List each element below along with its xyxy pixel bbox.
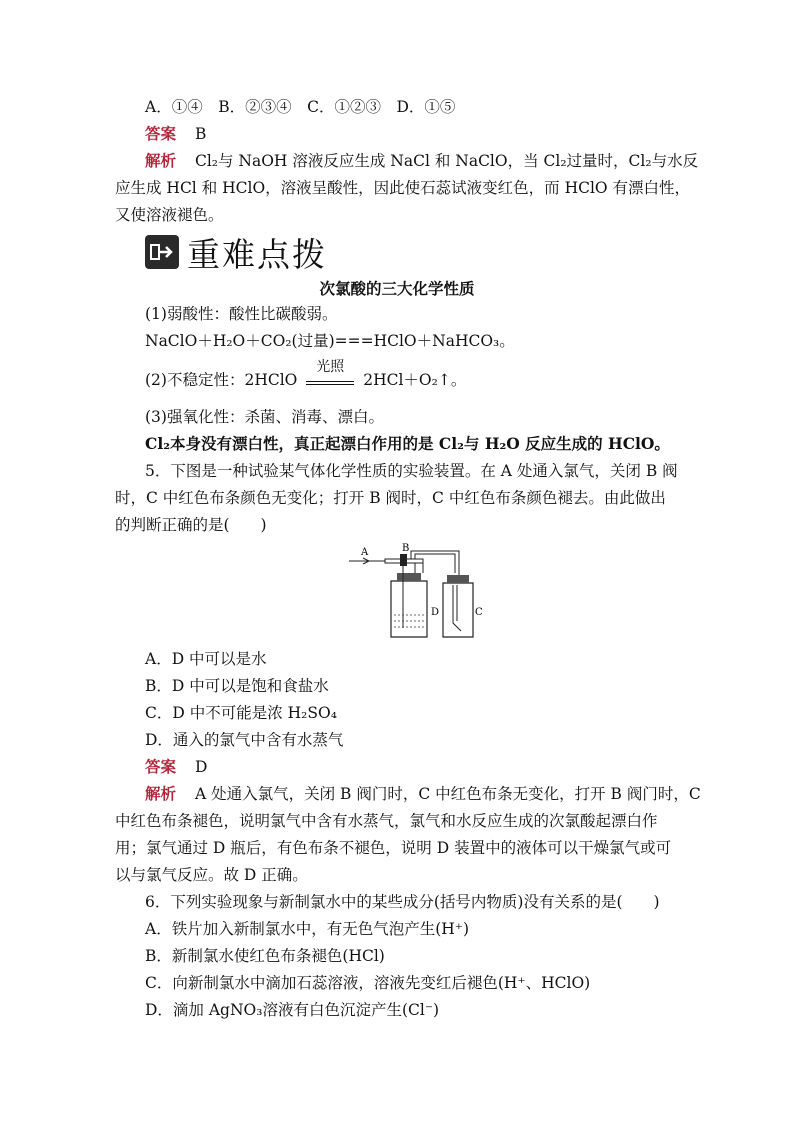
q5-stem: 5．下图是一种试验某气体化学性质的实验装置。在 A 处通入氯气，关闭 B 阀 [145, 462, 678, 480]
reaction-condition [306, 359, 354, 385]
q5-analysis-line: 中红色布条褪色，说明氯气中含有水蒸气，氯气和水反应生成的次氯酸起漂白作 [115, 812, 658, 830]
answer-value: B [194, 125, 207, 143]
q6-stem: 6．下列实验现象与新制氯水中的某些成分(括号内物质)没有关系的是( ) [145, 893, 660, 911]
bottle-d [391, 581, 427, 637]
bottle-c [443, 583, 473, 637]
q6-option-b: B．新制氯水使红色布条褪色(HCl) [145, 947, 385, 965]
analysis-label: 解析 [145, 151, 177, 170]
q5-answer [145, 757, 207, 777]
answer-value: D [194, 758, 208, 776]
q5-analysis-line: 用；氯气通过 D 瓶后，有色布条不褪色，说明 D 装置中的液体可以干燥氯气或可 [115, 839, 672, 857]
label-b: B [402, 543, 410, 554]
q4-analysis-line: 应生成 HCl 和 HClO，溶液呈酸性，因此使石蕊试液变红色，而 HClO 有漂白性， [115, 179, 691, 197]
q5-stem: 的判断正确的是( ) [115, 516, 267, 534]
answer-label: 答案 [145, 124, 177, 143]
q5-stem: 时，C 中红色布条颜色无变化；打开 B 阀时，C 中红色布条颜色褪去。由此做出 [115, 489, 666, 507]
property-unstable [145, 359, 467, 390]
label-d: D [431, 607, 440, 618]
tip-arrow-icon [145, 235, 179, 269]
q5-option-c: C．D 中不可能是浓 H₂SO₄ [145, 704, 337, 722]
q5-analysis-line [145, 784, 701, 804]
stopper-d [397, 573, 421, 581]
q5-option-a: A．D 中可以是水 [145, 650, 267, 668]
analysis-text: Cl₂与 NaOH 溶液反应生成 NaCl 和 NaClO，当 Cl₂过量时，Cl₂与水反 [194, 152, 699, 170]
analysis-label: 解析 [145, 784, 177, 803]
q5-option-b: B．D 中可以是饱和食盐水 [145, 677, 329, 695]
section-title: 重难点拨 [187, 234, 327, 274]
property-weak-acid: (1)弱酸性：酸性比碳酸弱。 [145, 305, 338, 323]
condition-text: 光照 [316, 359, 345, 375]
q6-option-c: C．向新制氯水中滴加石蕊溶液，溶液先变红后褪色(H⁺、HClO) [145, 974, 591, 992]
equation-right: 2HCl＋O₂↑。 [363, 371, 467, 389]
q4-analysis-line [145, 151, 698, 171]
key-note: Cl₂本身没有漂白性，真正起漂白作用的是 Cl₂与 H₂O 反应生成的 HClO。 [145, 434, 670, 453]
q4-options: A．①④ B．②③④ C．①②③ D．①⑤ [145, 98, 456, 116]
analysis-text: A 处通入氯气，关闭 B 阀门时，C 中红色布条无变化，打开 B 阀门时，C [194, 785, 701, 803]
q6-option-a: A．铁片加入新制氯水中，有无色气泡产生(H⁺) [145, 920, 469, 938]
section-subtitle: 次氯酸的三大化学性质 [319, 279, 475, 298]
label-a: A [361, 547, 369, 558]
answer-label: 答案 [145, 757, 177, 776]
label-c: C [475, 607, 483, 618]
stopper-c [447, 575, 469, 583]
section-header [145, 232, 327, 272]
property-oxidizing: (3)强氧化性：杀菌、消毒、漂白。 [145, 408, 384, 426]
double-arrow [306, 381, 354, 385]
q5-option-d: D．通入的氯气中含有水蒸气 [145, 731, 344, 749]
q5-analysis-line: 以与氯气反应。故 D 正确。 [115, 866, 308, 884]
q4-analysis-line: 又使溶液褪色。 [115, 206, 224, 224]
apparatus-drawing [347, 543, 483, 643]
q6-option-d: D．滴加 AgNO₃溶液有白色沉淀产生(Cl⁻) [145, 1001, 440, 1019]
equation-line: NaClO＋H₂O＋CO₂(过量)===HClO＋NaHCO₃。 [145, 332, 515, 350]
equation-left: (2)不稳定性：2HClO [145, 371, 298, 389]
q4-answer [145, 124, 206, 144]
apparatus-figure [347, 543, 483, 643]
